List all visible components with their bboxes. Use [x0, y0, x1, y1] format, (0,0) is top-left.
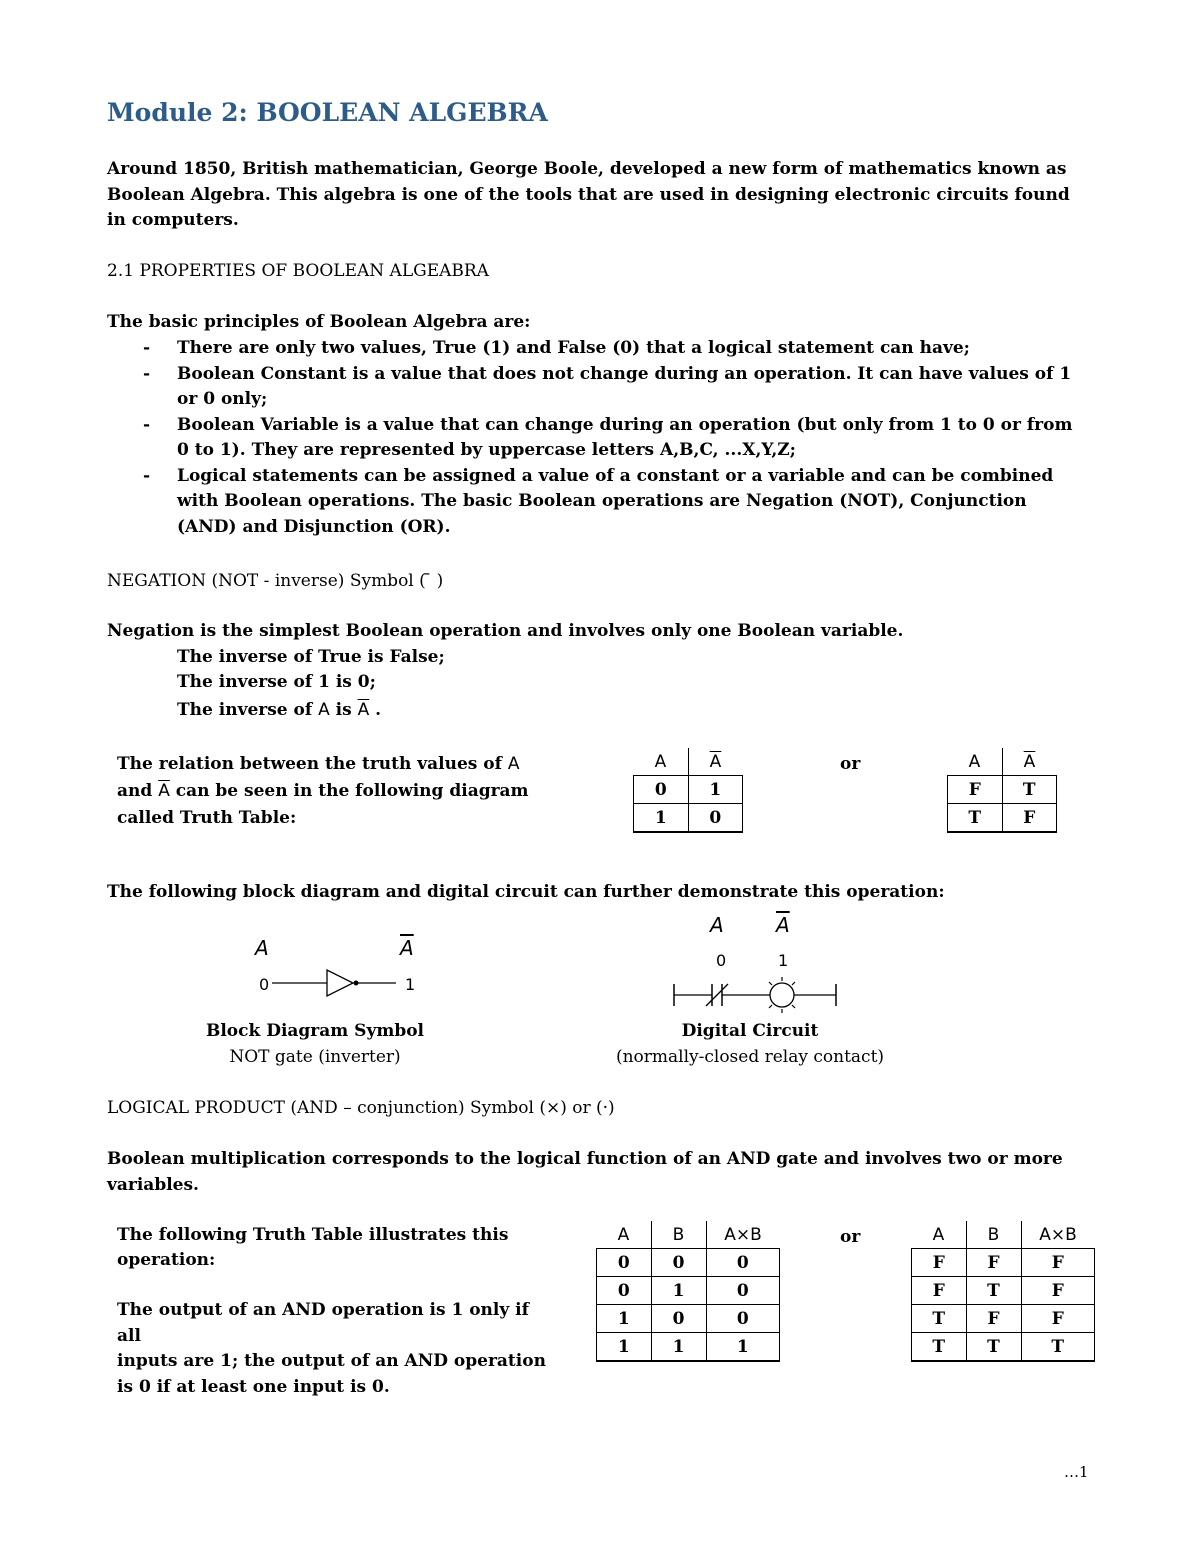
negation-truth-table-numeric: A $\overline{A}$ 0 1 1 0 — [633, 748, 743, 833]
or-label: or — [840, 754, 861, 774]
block-caption: Block Diagram Symbol NOT gate (inverter) — [205, 1021, 425, 1067]
header-a: A — [634, 748, 689, 776]
page-number: …1 — [1064, 1463, 1089, 1481]
and-output-rule: The output of an AND operation is 1 only if all inputs are 1; the output of an AND operation is 0 if at least one input is 0. — [117, 1300, 546, 1397]
header-not-a: $\overline{A}$ — [688, 748, 743, 776]
block-output-label: $\overline{A}$ — [400, 936, 414, 960]
circuit-output-value: 1 — [778, 951, 789, 970]
list-item: - Boolean Constant is a value that does not change during an operation. It can have values of 1 or 0 only; — [107, 362, 1077, 413]
block-input-value: 0 — [259, 975, 270, 994]
negation-heading: NEGATION (NOT - inverse) Symbol ( ̄ ) — [107, 571, 444, 591]
list-item: - Logical statements can be assigned a value of a constant or a variable and can be combined with Boolean operations. The basic Boolean operations are Negation (NOT), Conjunction (AND) and Disjunction (OR). — [107, 464, 1077, 541]
and-table-intro: The following Truth Table illustrates this operation: — [117, 1225, 509, 1270]
and-description: Boolean multiplication corresponds to the logical function of an AND gate and involves two or more variables. — [107, 1149, 1063, 1195]
negation-description: Negation is the simplest Boolean operation and involves only one Boolean variable. — [107, 621, 904, 641]
negation-truth-table-tf: A $\overline{A}$ F T T F — [947, 748, 1057, 833]
page-title: Module 2: BOOLEAN ALGEBRA — [107, 98, 548, 127]
inverse-line-3: The inverse of A is $\overline{A}$ . — [177, 700, 382, 720]
list-item: - There are only two values, True (1) and False (0) that a logical statement can have; — [107, 336, 1077, 362]
section-heading: 2.1 PROPERTIES OF BOOLEAN ALGEABRA — [107, 261, 489, 281]
principles-list — [107, 336, 1077, 540]
circuit-input-label: A — [710, 913, 724, 937]
circuit-output-label: $\overline{A}$ — [776, 913, 790, 937]
relay-circuit-diagram — [668, 972, 843, 1018]
and-truth-table-tf: A B A×B F F F F T F T F F T T T — [911, 1221, 1095, 1362]
demo-text: The following block diagram and digital circuit can further demonstrate this operation: — [107, 882, 945, 902]
principles-heading: The basic principles of Boolean Algebra are: — [107, 312, 531, 332]
block-input-label: A — [255, 936, 269, 960]
inverse-line-1: The inverse of True is False; — [177, 647, 445, 667]
and-heading: LOGICAL PRODUCT (AND – conjunction) Symbol (×) or (·) — [107, 1098, 615, 1118]
and-or-label: or — [840, 1227, 861, 1247]
and-truth-table-numeric: A B A×B 0 0 0 0 1 0 1 0 0 1 1 1 — [596, 1221, 780, 1362]
inverse-line-2: The inverse of 1 is 0; — [177, 672, 376, 692]
circuit-input-value: 0 — [716, 951, 727, 970]
block-output-value: 1 — [405, 975, 416, 994]
not-gate-symbol — [270, 965, 400, 1001]
intro-paragraph: Around 1850, British mathematician, George Boole, developed a new form of mathematics known as Boolean Algebra. This algebra is one of the tools that are used in designing electronic circuits found in computers. — [107, 159, 1070, 230]
list-item: - Boolean Variable is a value that can change during an operation (but only from 1 to 0 or from 0 to 1). They are represented by uppercase letters A,B,C, ...X,Y,Z; — [107, 413, 1077, 464]
relation-text: The relation between the truth values of A and $\overline{A}$ can be seen in the following diagram called Truth Table: — [117, 754, 529, 828]
circuit-caption: Digital Circuit (normally-closed relay contact) — [615, 1021, 885, 1067]
